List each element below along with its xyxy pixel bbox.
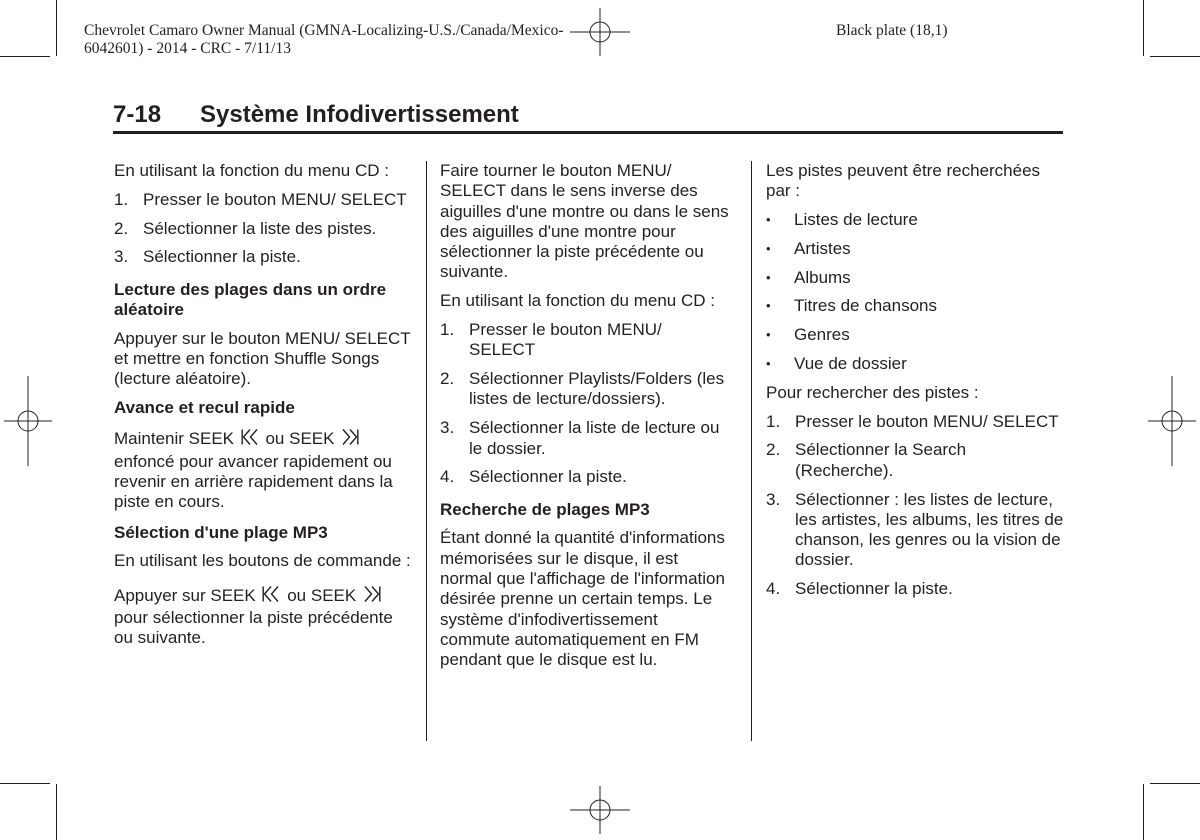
print-meta-line2: 6042601) - 2014 - CRC - 7/11/13	[84, 40, 291, 57]
print-meta-right: Black plate (18,1)	[836, 22, 948, 39]
column-separator	[426, 161, 427, 741]
bullet-icon: •	[766, 327, 771, 343]
registration-mark-icon	[570, 786, 630, 834]
page-header	[113, 100, 1063, 134]
bullet-text: Artistes	[794, 238, 851, 258]
bullet-item	[766, 354, 1066, 374]
seek-forward-icon	[340, 428, 360, 451]
crop-mark	[0, 56, 50, 57]
list-item	[440, 369, 732, 410]
bullet-item	[766, 210, 1066, 230]
text-run: Maintenir SEEK	[114, 429, 234, 449]
step-number: 1.	[114, 189, 129, 209]
list-item	[440, 418, 732, 459]
crop-mark	[1143, 784, 1144, 840]
step-number: 3.	[114, 247, 129, 267]
bullet-icon: •	[766, 212, 771, 228]
list-item	[766, 412, 1066, 432]
step-number: 1.	[766, 411, 781, 431]
list-item	[440, 320, 732, 361]
paragraph: En utilisant la fonction du menu CD :	[440, 291, 715, 311]
bullet-icon: •	[766, 298, 771, 314]
step-text: Presser le bouton MENU/ SELECT	[795, 411, 1059, 431]
text-run: ou SEEK	[287, 585, 357, 605]
registration-mark-icon	[4, 376, 52, 466]
paragraph-fast-forward	[114, 428, 414, 512]
paragraph-seek	[114, 585, 414, 649]
crop-mark	[1143, 0, 1144, 56]
step-text: Sélectionner la Search (Recherche).	[795, 440, 967, 480]
bullet-item	[766, 268, 1066, 288]
paragraph: En utilisant la fonction du menu CD :	[114, 161, 389, 180]
step-number: 2.	[440, 369, 455, 389]
print-meta-line1: Chevrolet Camaro Owner Manual (GMNA-Localizing-U.S./Canada/Mexico-	[84, 22, 564, 39]
bullet-text: Titres de chansons	[794, 296, 937, 316]
subheading-mp3-search: Recherche de plages MP3	[440, 499, 650, 519]
step-text: Presser le bouton MENU/ SELECT	[143, 189, 407, 209]
header-rule	[113, 131, 1063, 134]
bullet-text: Listes de lecture	[794, 210, 918, 230]
crop-mark	[0, 783, 50, 784]
step-text: Sélectionner la liste des pistes.	[143, 218, 377, 238]
step-text: Sélectionner la piste.	[469, 467, 627, 487]
list-item	[114, 190, 414, 210]
list-item	[766, 579, 1066, 599]
list-item	[766, 490, 1066, 571]
bullet-icon: •	[766, 240, 771, 256]
print-meta-left	[84, 22, 564, 58]
step-number: 3.	[440, 418, 455, 438]
column-3	[766, 161, 1066, 608]
seek-forward-icon	[362, 585, 382, 608]
list-item	[114, 219, 414, 239]
bullet-item	[766, 296, 1066, 316]
step-text: Sélectionner la piste.	[143, 247, 301, 267]
step-text: Sélectionner la liste de lecture ou le dossier.	[469, 418, 720, 458]
subheading-fast-forward: Avance et recul rapide	[114, 398, 295, 418]
text-run: ou SEEK	[265, 429, 335, 449]
step-number: 2.	[766, 440, 781, 460]
page-number: 7-18	[113, 101, 162, 128]
crop-mark	[1150, 783, 1200, 784]
bullet-text: Vue de dossier	[794, 354, 907, 374]
step-number: 3.	[766, 489, 781, 509]
bullet-text: Genres	[794, 325, 850, 345]
crop-mark	[1150, 56, 1200, 57]
crop-mark	[56, 784, 57, 840]
step-number: 1.	[440, 320, 455, 340]
step-text: Sélectionner la piste.	[795, 579, 953, 599]
bullet-icon: •	[766, 356, 771, 372]
paragraph: En utilisant les boutons de commande :	[114, 551, 411, 571]
paragraph: Appuyer sur le bouton MENU/ SELECT et mettre en fonction Shuffle Songs (lecture aléatoire).	[114, 328, 411, 389]
step-text: Presser le bouton MENU/ SELECT	[469, 320, 662, 360]
seek-back-icon	[240, 428, 260, 451]
text-run: Appuyer sur SEEK	[114, 585, 256, 605]
text-run: pour sélectionner la piste précédente ou suivante.	[114, 608, 393, 648]
column-separator	[751, 161, 752, 741]
step-number: 4.	[440, 467, 455, 487]
crop-mark	[56, 0, 57, 56]
text-run: enfoncé pour avancer rapidement ou revenir en arrière rapidement dans la piste en cours.	[114, 451, 393, 512]
seek-back-icon	[261, 585, 281, 608]
column-1	[114, 161, 414, 657]
subheading-mp3-select: Sélection d'une plage MP3	[114, 522, 328, 542]
registration-mark-icon	[1148, 376, 1196, 466]
step-number: 2.	[114, 218, 129, 238]
bullet-item	[766, 325, 1066, 345]
paragraph: Les pistes peuvent être recherchées par :	[766, 161, 1041, 201]
step-text: Sélectionner : les listes de lecture, les artistes, les albums, les titres de chanson, les genres ou la vision de dossier.	[795, 489, 1064, 570]
paragraph: Faire tourner le bouton MENU/ SELECT dans le sens inverse des aiguilles d'une montre ou dans le sens des aiguilles d'une montre pour sélectionner la piste précédente ou suivante.	[440, 161, 729, 282]
list-item	[440, 467, 732, 487]
step-number: 4.	[766, 579, 781, 599]
subheading-shuffle: Lecture des plages dans un ordre aléatoire	[114, 279, 387, 319]
registration-mark-icon	[570, 8, 630, 56]
bullet-icon: •	[766, 269, 771, 285]
paragraph: Étant donné la quantité d'informations mémorisées sur le disque, il est normal que l'affichage de l'information désirée prenne un certain temps. Le système d'infodivertissement commute automatiquement en FM pendant que le disque est lu.	[440, 528, 725, 670]
section-title: Système Infodivertissement	[200, 101, 519, 128]
list-item	[114, 247, 414, 267]
list-item	[766, 440, 1066, 481]
bullet-text: Albums	[794, 267, 851, 287]
paragraph: Pour rechercher des pistes :	[766, 382, 979, 402]
column-2	[440, 161, 732, 679]
bullet-item	[766, 239, 1066, 259]
step-text: Sélectionner Playlists/Folders (les listes de lecture/dossiers).	[469, 369, 725, 409]
